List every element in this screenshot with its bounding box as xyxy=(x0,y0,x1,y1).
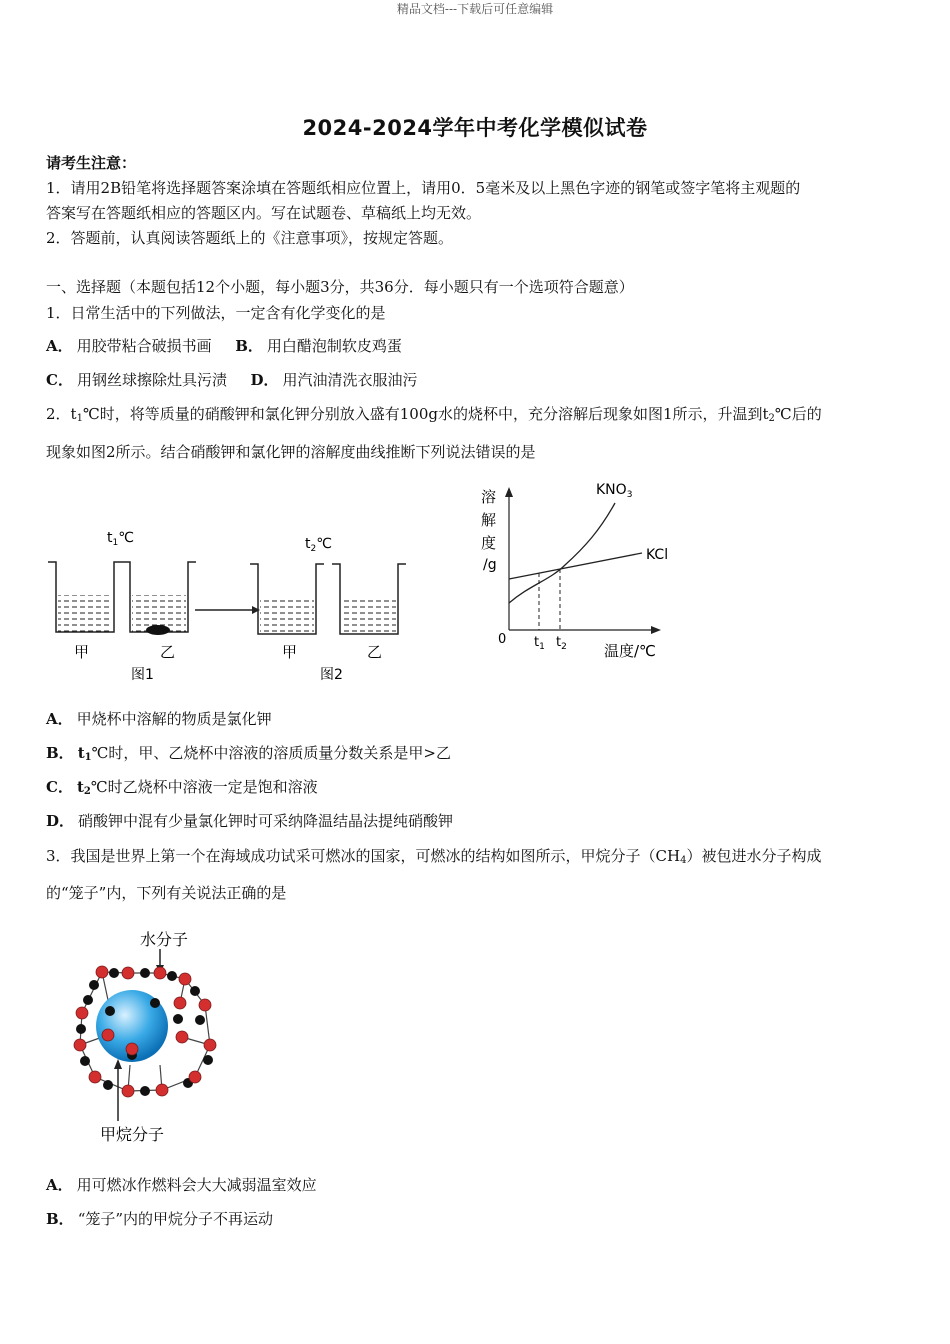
fig1-caption: 图1 xyxy=(131,667,154,683)
kno3-label: $KNO_3$ xyxy=(596,482,633,500)
q2-stem-line1 xyxy=(46,403,822,424)
q2-b-label: B． xyxy=(46,744,74,762)
x-tick-t1: $t_1$ xyxy=(534,635,545,652)
notice-heading: 请考生注意： xyxy=(46,154,137,172)
y-label-1: 溶 xyxy=(481,488,497,506)
notice-item-1b: 答案写在答题纸相应的答题区内。写在试题卷、草稿纸上均无效。 xyxy=(46,204,482,222)
q2-b-t: t xyxy=(77,744,85,762)
fig2-caption: 图2 xyxy=(320,667,343,683)
q1-b-label: B． xyxy=(235,337,263,355)
label-jia-2: 甲 xyxy=(282,643,298,661)
notice-item-2: 2．答题前，认真阅读答题纸上的《注意事项》，按规定答题。 xyxy=(46,229,454,247)
hydrate-cage-figure xyxy=(50,925,220,1150)
kno3-curve xyxy=(509,503,615,603)
section-heading: 一、选择题（本题包括12个小题，每小题3分，共36分．每小题只有一个选项符合题意） xyxy=(46,278,634,296)
q2-c-sub: 2 xyxy=(83,786,91,797)
t1-label: $t_1℃$ xyxy=(107,530,134,548)
q1-b-text: 用白醋泡制软皮鸡蛋 xyxy=(266,337,402,355)
q2-c-t: t xyxy=(76,778,84,796)
q1-a-text: 用胶带粘合破损书画 xyxy=(76,337,212,355)
q2-c-label: C． xyxy=(46,778,73,796)
q3-option-b xyxy=(46,1208,273,1229)
q3-stem-line2: 的“笼子”内，下列有关说法正确的是 xyxy=(46,884,287,902)
q1-stem: 1．日常生活中的下列做法，一定含有化学变化的是 xyxy=(46,304,386,322)
q1-options-cd xyxy=(46,369,418,390)
beaker-yi-2 xyxy=(332,564,406,634)
q2-b-sub: 1 xyxy=(84,752,92,763)
q3-option-a xyxy=(46,1174,317,1195)
q2-a-label: A． xyxy=(46,710,73,728)
solubility-graph xyxy=(470,475,670,665)
q2-d-text: 硝酸钾中混有少量氯化钾时可采纳降温结晶法提纯硝酸钾 xyxy=(78,812,454,830)
q2-option-c xyxy=(46,776,318,797)
q2-b-text: ℃时，甲、乙烧杯中溶液的溶质质量分数关系是甲>乙 xyxy=(91,744,451,762)
t2-label: $t_2℃$ xyxy=(305,536,332,554)
label-yi-2: 乙 xyxy=(367,643,383,661)
q3-stem-part-b: ）被包进水分子构成 xyxy=(686,847,822,865)
beaker-jia-2 xyxy=(250,564,324,634)
q1-options-ab xyxy=(46,335,402,356)
q2-stem-part-a: 2．t xyxy=(46,405,77,423)
q2-a-text: 甲烧杯中溶解的物质是氯化钾 xyxy=(76,710,272,728)
q1-a-label: A． xyxy=(46,337,73,355)
y-label-2: 解 xyxy=(481,511,497,529)
q1-c-label: C． xyxy=(46,371,73,389)
q3-b-label: B． xyxy=(46,1210,74,1228)
q3-b-text: “笼子”内的甲烷分子不再运动 xyxy=(77,1210,274,1228)
q3-a-label: A． xyxy=(46,1176,73,1194)
notice-item-1a: 1．请用2B铅笔将选择题答案涂填在答题纸相应位置上，请用0．5毫米及以上黑色字迹的钢笔或签字笔将主观题的 xyxy=(46,179,801,197)
undissolved-solid xyxy=(146,625,170,635)
water-molecule-label: 水分子 xyxy=(140,930,189,949)
x-axis-label: 温度/℃ xyxy=(604,642,656,660)
beaker-jia-1 xyxy=(48,562,122,632)
kcl-label: KCl xyxy=(646,547,669,563)
beakers-figure xyxy=(40,520,420,690)
q2-d-label: D． xyxy=(46,812,75,830)
q3-stem-line1 xyxy=(46,845,822,866)
y-label-3: 度 xyxy=(481,534,497,552)
q2-option-b xyxy=(46,742,451,763)
q2-stem-line2: 现象如图2所示。结合硝酸钾和氯化钾的溶解度曲线推断下列说法错误的是 xyxy=(46,443,536,461)
q2-stem-part-b: ℃时，将等质量的硝酸钾和氯化钾分别放入盛有100g水的烧杯中，充分溶解后现象如图1所示，升温到t xyxy=(82,405,769,423)
q2-stem-part-c: ℃后的 xyxy=(774,405,822,423)
q1-c-text: 用钢丝球擦除灶具污渍 xyxy=(76,371,227,389)
label-jia-1: 甲 xyxy=(74,643,90,661)
exam-title: 2024-2024学年中考化学模似试卷 xyxy=(302,116,648,140)
q1-d-text: 用汽油清洗衣服油污 xyxy=(282,371,418,389)
kcl-line xyxy=(509,553,642,579)
q1-d-label: D． xyxy=(250,371,279,389)
page-header: 精品文档---下载后可任意编辑 xyxy=(396,2,554,16)
y-label-4: /g xyxy=(483,557,497,573)
q3-stem-sub: 4 xyxy=(680,855,687,866)
x-tick-t2: $t_2$ xyxy=(556,635,567,652)
methane-molecule-label: 甲烷分子 xyxy=(100,1125,165,1144)
q3-stem-part-a: 3．我国是世界上第一个在海域成功试采可燃冰的国家，可燃冰的结构如图所示，甲烷分子（CH xyxy=(46,847,681,865)
origin-label: 0 xyxy=(498,632,507,647)
q2-option-d xyxy=(46,810,453,831)
label-yi-1: 乙 xyxy=(160,643,176,661)
q2-option-a xyxy=(46,708,272,729)
beaker-yi-1 xyxy=(122,562,196,635)
q2-stem-sub2: 2 xyxy=(768,413,775,424)
q2-c-text: ℃时乙烧杯中溶液一定是饱和溶液 xyxy=(90,778,318,796)
q2-stem-sub1: 1 xyxy=(76,413,83,424)
q3-a-text: 用可燃冰作燃料会大大减弱温室效应 xyxy=(76,1176,317,1194)
